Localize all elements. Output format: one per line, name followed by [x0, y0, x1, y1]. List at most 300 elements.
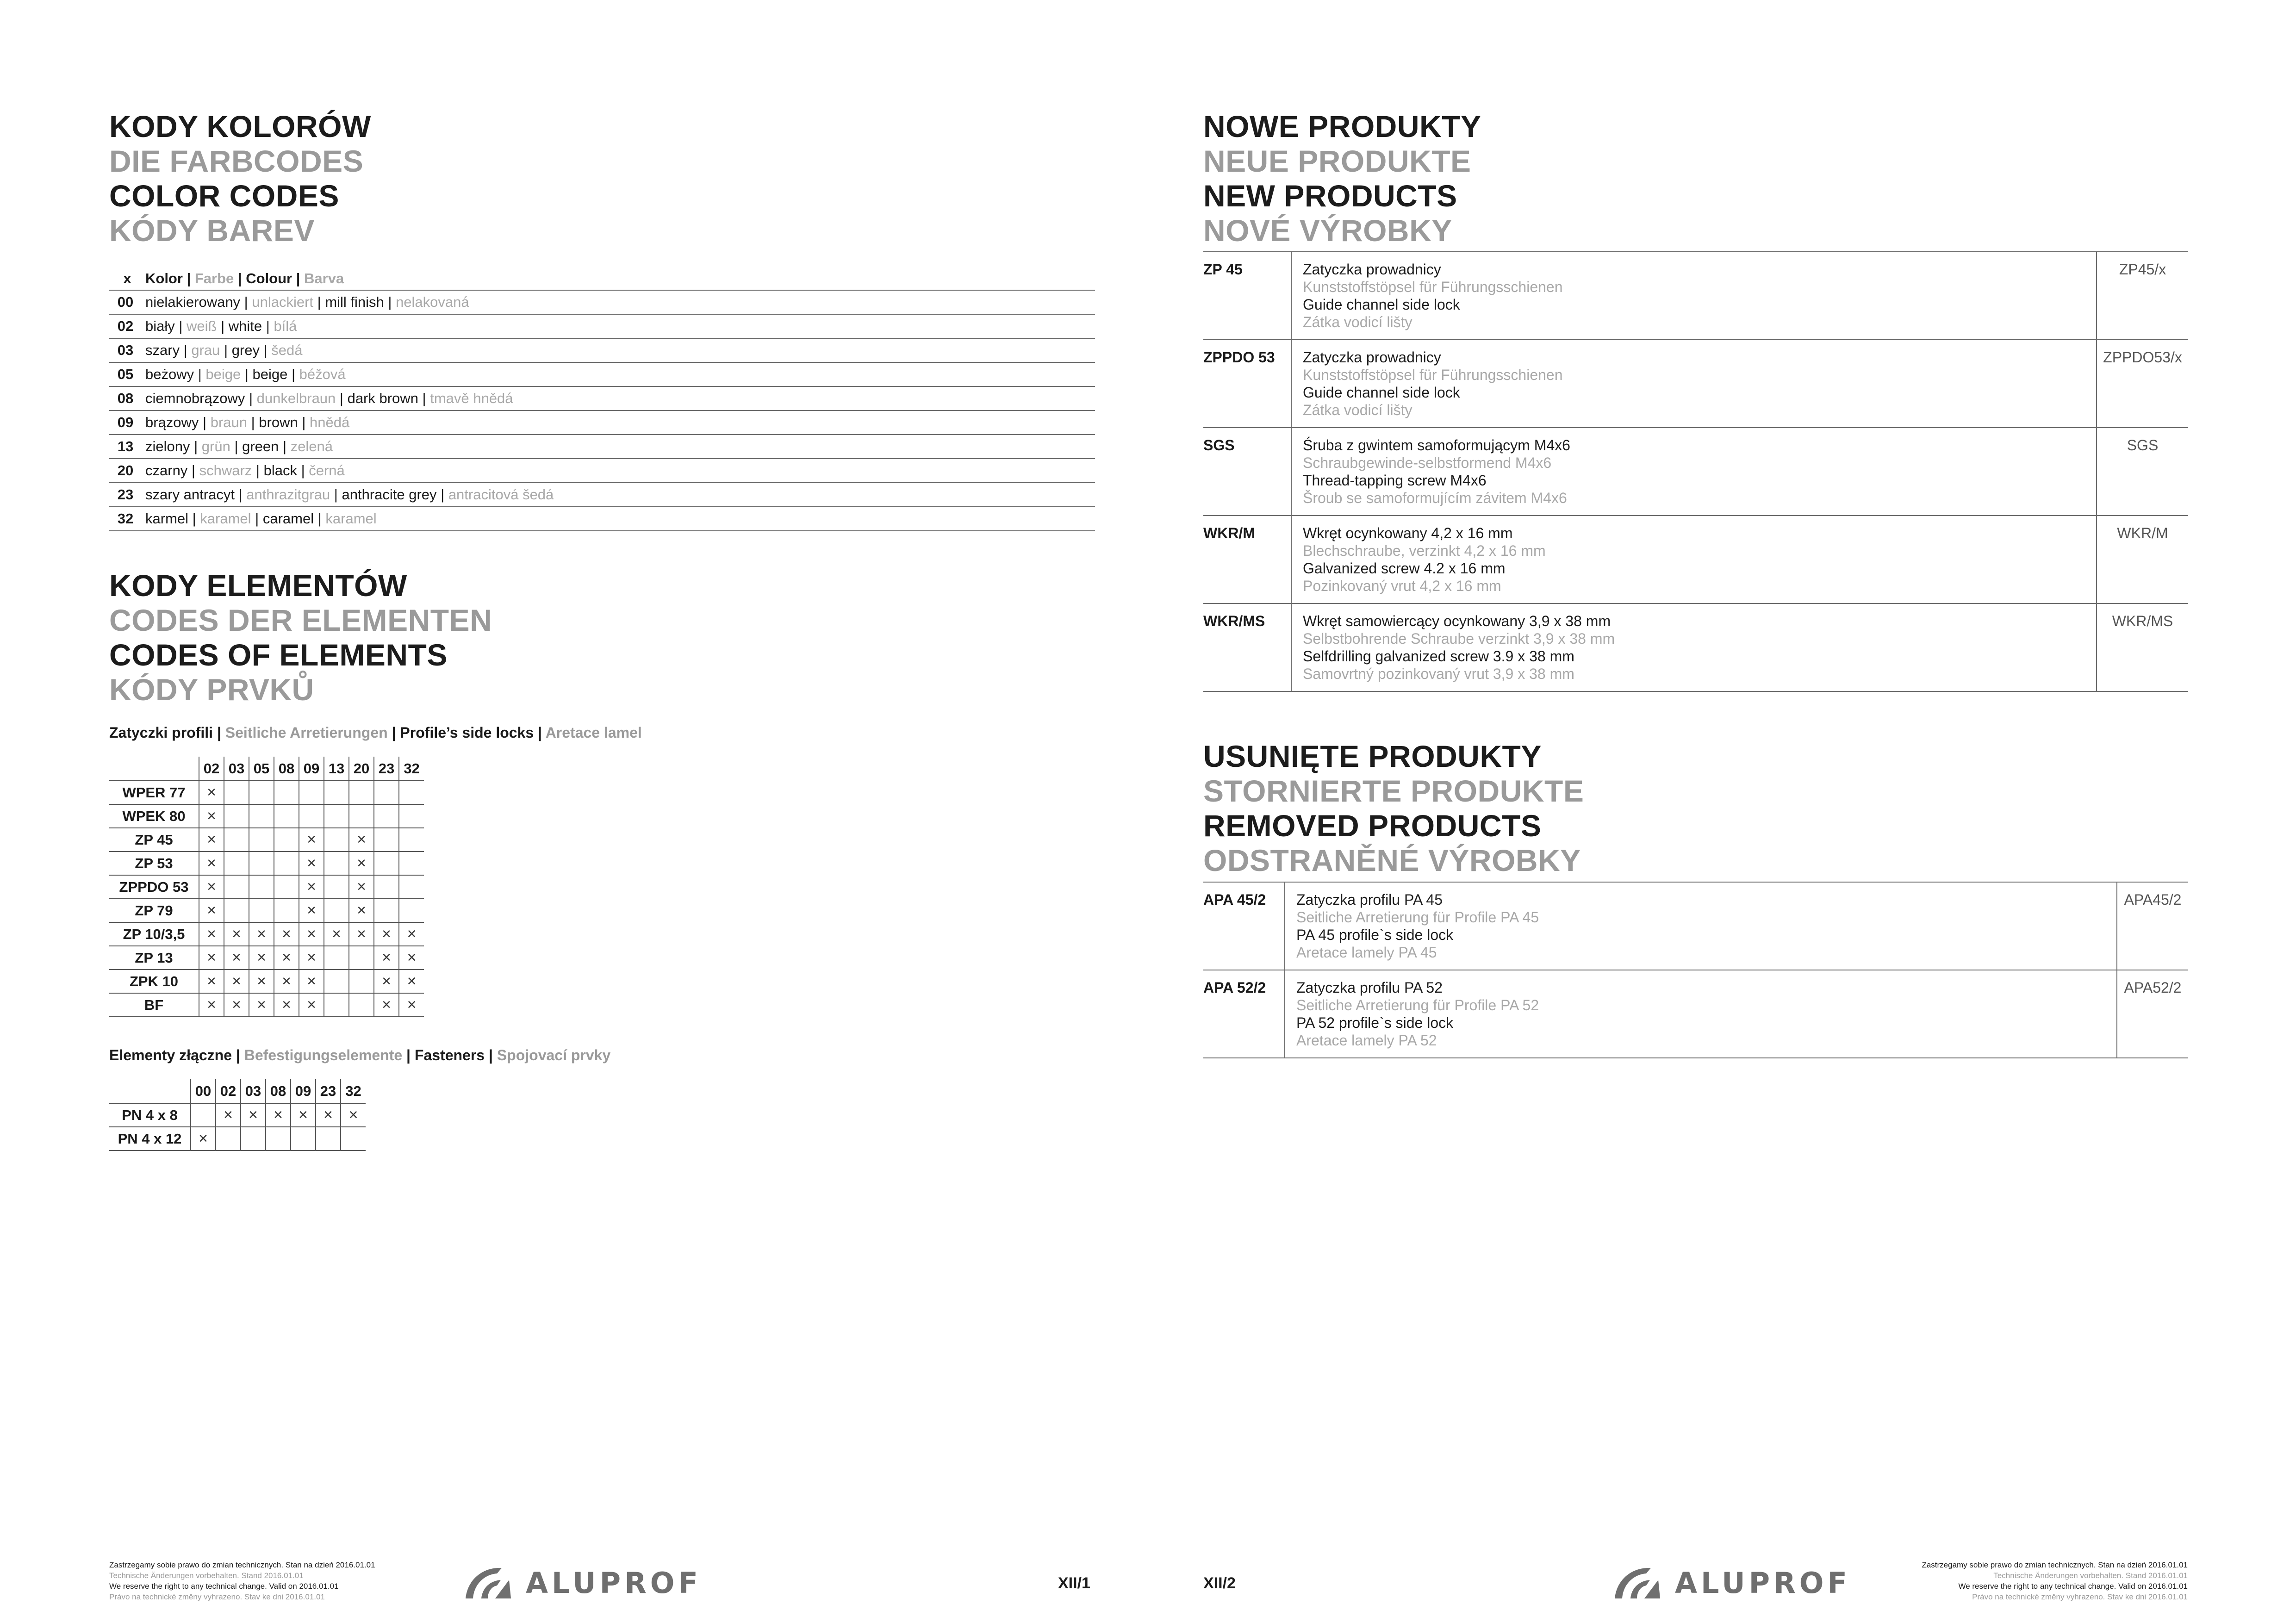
grid-cell — [249, 899, 274, 922]
grid-row — [109, 970, 424, 993]
availability-mark: × — [282, 972, 291, 990]
grid-row-label: ZPPDO 53 — [109, 875, 199, 899]
grid-cell — [199, 828, 224, 852]
header-de: Farbe — [194, 270, 234, 286]
grid-cell — [199, 922, 224, 946]
name-en: mill finish — [325, 294, 384, 310]
grid-row-label: ZP 79 — [109, 899, 199, 922]
heading-de: DIE FARBCODES — [109, 144, 364, 178]
grid-column-header: 00 — [191, 1079, 216, 1103]
desc-cz: Aretace lamely PA 45 — [1296, 944, 1437, 961]
heading-en: NEW PRODUCTS — [1203, 179, 1457, 213]
logo-text: ALUPROF — [1675, 1566, 1851, 1600]
desc-de: Kunststoffstöpsel für Führungsschienen — [1303, 279, 1563, 295]
name-cz: karamel — [325, 510, 377, 527]
heading-cz: NOVÉ VÝROBKY — [1203, 213, 1452, 248]
grid-header-row — [109, 757, 424, 781]
grid-cell — [274, 922, 299, 946]
product-row — [1203, 340, 2188, 428]
grid-header-row — [109, 1079, 366, 1103]
availability-mark: × — [357, 854, 366, 872]
grid-cell — [374, 852, 399, 875]
availability-mark: × — [207, 831, 216, 848]
grid-cell — [399, 899, 424, 922]
heading-pl: USUNIĘTE PRODUKTY — [1203, 739, 1542, 773]
grid-cell — [274, 852, 299, 875]
availability-mark: × — [207, 902, 216, 919]
product-row — [1203, 252, 2188, 340]
grid-cell — [399, 828, 424, 852]
grid-row — [109, 1103, 366, 1127]
availability-mark: × — [307, 902, 316, 919]
availability-mark: × — [207, 972, 216, 990]
availability-mark: × — [357, 902, 366, 919]
name-de: weiß — [187, 318, 217, 334]
desc-de: Seitliche Arretierung für Profile PA 45 — [1296, 909, 1539, 926]
color-table-header — [109, 267, 1095, 290]
name-pl: beżowy — [145, 366, 194, 382]
color-code: 20 — [109, 459, 142, 483]
grid-row-label: ZP 53 — [109, 852, 199, 875]
grid-column-header: 23 — [374, 757, 399, 781]
grid-column-header: 02 — [216, 1079, 241, 1103]
availability-mark: × — [257, 925, 266, 943]
grid-cell — [224, 781, 249, 804]
grid-row — [109, 1127, 366, 1150]
grid-cell — [299, 781, 324, 804]
desc-en: PA 52 profile`s side lock — [1296, 1014, 1454, 1031]
color-names: karmel | karamel | caramel | karamel — [142, 507, 1095, 531]
availability-mark: × — [382, 949, 391, 966]
desc-pl: Zatyczka profilu PA 45 — [1296, 891, 1443, 908]
availability-mark: × — [282, 925, 291, 943]
grid-cell — [249, 922, 274, 946]
color-row — [109, 386, 1095, 410]
availability-mark: × — [199, 1130, 208, 1147]
availability-mark: × — [332, 925, 341, 943]
grid-cell — [274, 970, 299, 993]
availability-mark: × — [232, 949, 241, 966]
product-reference: ZPPDO53/x — [2097, 340, 2188, 428]
availability-mark: × — [207, 878, 216, 895]
name-de: beige — [205, 366, 241, 382]
grid-row — [109, 852, 424, 875]
color-row — [109, 507, 1095, 531]
disclaimer — [1922, 1560, 2188, 1602]
desc-de: Seitliche Arretierung für Profile PA 52 — [1296, 997, 1539, 1014]
grid-cell — [224, 852, 249, 875]
grid-cell — [399, 804, 424, 828]
grid-cell — [191, 1103, 216, 1127]
element-codes-heading — [109, 568, 492, 707]
product-reference: SGS — [2097, 428, 2188, 516]
availability-mark: × — [307, 925, 316, 943]
heading-en: CODES OF ELEMENTS — [109, 638, 448, 672]
grid-column-header: 23 — [316, 1079, 341, 1103]
color-codes-heading — [109, 109, 371, 248]
page-number: XII/1 — [1058, 1574, 1090, 1592]
grid-cell — [349, 946, 374, 970]
grid-cell — [324, 946, 349, 970]
grid-cell — [249, 946, 274, 970]
grid-cell — [299, 946, 324, 970]
availability-mark: × — [407, 996, 417, 1014]
grid-cell — [399, 781, 424, 804]
label-cz: Aretace lamel — [545, 724, 642, 741]
grid-cell — [224, 993, 249, 1017]
grid-row — [109, 946, 424, 970]
grid-row-label: WPEK 80 — [109, 804, 199, 828]
grid-row — [109, 828, 424, 852]
grid-cell — [374, 993, 399, 1017]
header-languages: Kolor | Farbe | Colour | Barva — [145, 270, 344, 286]
availability-mark: × — [407, 972, 417, 990]
product-row — [1203, 970, 2188, 1058]
grid-cell — [374, 970, 399, 993]
availability-mark: × — [307, 831, 316, 848]
product-description — [1291, 252, 2097, 340]
product-code: ZPPDO 53 — [1203, 340, 1291, 428]
grid-cell — [199, 946, 224, 970]
name-en: green — [242, 438, 279, 454]
availability-mark: × — [307, 854, 316, 872]
availability-mark: × — [307, 878, 316, 895]
availability-mark: × — [207, 854, 216, 872]
label-de: Befestigungselemente — [244, 1047, 403, 1063]
removed-products-heading — [1203, 739, 1584, 878]
product-code: SGS — [1203, 428, 1291, 516]
name-de: grün — [201, 438, 230, 454]
availability-mark: × — [207, 996, 216, 1014]
name-cz: antracitová šedá — [448, 486, 554, 503]
color-names: beżowy | beige | beige | béžová — [142, 362, 1095, 386]
grid-cell — [324, 875, 349, 899]
name-pl: karmel — [145, 510, 189, 527]
header-pl: Kolor — [145, 270, 183, 286]
heading-pl: KODY ELEMENTÓW — [109, 568, 407, 603]
header-cz: Barva — [304, 270, 344, 286]
side-locks-label: Zatyczki profili | Seitliche Arretierungen | Profile’s side locks | Aretace lamel — [109, 724, 642, 741]
disclaimer-cz: Právo na technické změny vyhrazeno. Stav ke dni 2016.01.01 — [109, 1592, 325, 1601]
heading-pl: NOWE PRODUKTY — [1203, 109, 1481, 143]
product-row — [1203, 516, 2188, 603]
name-en: black — [263, 462, 297, 479]
color-code: 05 — [109, 362, 142, 386]
grid-cell — [324, 899, 349, 922]
grid-cell — [249, 970, 274, 993]
label-de: Seitliche Arretierungen — [225, 724, 388, 741]
name-pl: ciemnobrązowy — [145, 390, 245, 406]
grid-cell — [324, 852, 349, 875]
availability-mark: × — [357, 831, 366, 848]
color-code: 03 — [109, 338, 142, 362]
grid-row — [109, 875, 424, 899]
name-de: unlackiert — [252, 294, 314, 310]
name-de: schwarz — [199, 462, 252, 479]
grid-cell — [224, 804, 249, 828]
grid-cell — [199, 852, 224, 875]
desc-de: Schraubgewinde-selbstformend M4x6 — [1303, 454, 1552, 471]
availability-mark: × — [382, 925, 391, 943]
grid-column-header: 02 — [199, 757, 224, 781]
disclaimer-de: Technische Änderungen vorbehalten. Stand 2016.01.01 — [1993, 1571, 2188, 1580]
grid-corner — [109, 1079, 191, 1103]
name-pl: brązowy — [145, 414, 199, 430]
fasteners-grid — [109, 1079, 366, 1151]
product-row — [1203, 428, 2188, 516]
grid-cell — [216, 1103, 241, 1127]
name-en: caramel — [262, 510, 314, 527]
color-row — [109, 362, 1095, 386]
desc-de: Selbstbohrende Schraube verzinkt 3,9 x 38 mm — [1303, 630, 1615, 647]
grid-cell — [399, 852, 424, 875]
grid-row — [109, 922, 424, 946]
heading-en: REMOVED PRODUCTS — [1203, 808, 1542, 843]
grid-column-header: 09 — [291, 1079, 316, 1103]
grid-cell — [274, 828, 299, 852]
product-description — [1291, 516, 2097, 603]
grid-cell — [299, 993, 324, 1017]
name-pl: szary — [145, 342, 180, 358]
product-description — [1285, 882, 2117, 970]
disclaimer-en: We reserve the right to any technical change. Valid on 2016.01.01 — [109, 1582, 339, 1591]
desc-en: Thread-tapping screw M4x6 — [1303, 472, 1487, 489]
grid-cell — [266, 1103, 291, 1127]
grid-row-label: PN 4 x 12 — [109, 1127, 191, 1150]
availability-mark: × — [207, 807, 216, 825]
grid-column-header: 32 — [341, 1079, 366, 1103]
color-names: ciemnobrązowy | dunkelbraun | dark brown | tmavě hnědá — [142, 386, 1095, 410]
color-names: biały | weiß | white | bílá — [142, 314, 1095, 338]
grid-cell — [349, 875, 374, 899]
grid-cell — [249, 993, 274, 1017]
grid-cell — [249, 875, 274, 899]
side-locks-grid — [109, 757, 424, 1017]
availability-mark: × — [307, 972, 316, 990]
grid-cell — [349, 828, 374, 852]
grid-row — [109, 804, 424, 828]
grid-cell — [249, 781, 274, 804]
grid-cell — [349, 781, 374, 804]
grid-corner — [109, 757, 199, 781]
disclaimer-en: We reserve the right to any technical change. Valid on 2016.01.01 — [1958, 1582, 2188, 1591]
grid-cell — [291, 1103, 316, 1127]
desc-pl: Zatyczka prowadnicy — [1303, 349, 1441, 366]
product-code: WKR/M — [1203, 516, 1291, 603]
color-code: 09 — [109, 410, 142, 435]
product-row — [1203, 603, 2188, 691]
grid-cell — [324, 993, 349, 1017]
color-code: 02 — [109, 314, 142, 338]
name-de: karamel — [200, 510, 251, 527]
grid-column-header: 20 — [349, 757, 374, 781]
availability-mark: × — [257, 972, 266, 990]
grid-cell — [374, 899, 399, 922]
availability-mark: × — [407, 949, 417, 966]
desc-cz: Zátka vodicí lišty — [1303, 314, 1412, 330]
desc-pl: Śruba z gwintem samoformującym M4x6 — [1303, 437, 1570, 454]
grid-cell — [374, 922, 399, 946]
product-reference: ZP45/x — [2097, 252, 2188, 340]
grid-cell — [199, 804, 224, 828]
grid-cell — [349, 804, 374, 828]
grid-cell — [224, 970, 249, 993]
heading-en: COLOR CODES — [109, 179, 339, 213]
availability-mark: × — [249, 1106, 258, 1124]
grid-cell — [241, 1127, 266, 1150]
color-codes-table — [109, 267, 1095, 531]
availability-mark: × — [382, 996, 391, 1014]
grid-row — [109, 993, 424, 1017]
grid-cell — [291, 1127, 316, 1150]
grid-cell — [249, 852, 274, 875]
grid-cell — [374, 781, 399, 804]
grid-cell — [349, 852, 374, 875]
desc-en: Guide channel side lock — [1303, 384, 1460, 401]
name-cz: šedá — [271, 342, 303, 358]
grid-cell — [349, 970, 374, 993]
color-names: czarny | schwarz | black | černá — [142, 459, 1095, 483]
grid-cell — [399, 946, 424, 970]
grid-cell — [249, 804, 274, 828]
new-products-heading — [1203, 109, 1481, 248]
grid-cell — [399, 993, 424, 1017]
grid-cell — [299, 875, 324, 899]
heading-de: CODES DER ELEMENTEN — [109, 603, 492, 637]
name-en: white — [228, 318, 262, 334]
grid-column-header: 03 — [241, 1079, 266, 1103]
grid-cell — [349, 922, 374, 946]
grid-cell — [324, 804, 349, 828]
name-pl: zielony — [145, 438, 190, 454]
name-pl: szary antracyt — [145, 486, 235, 503]
color-row — [109, 435, 1095, 459]
grid-cell — [399, 922, 424, 946]
product-code: APA 52/2 — [1203, 970, 1285, 1058]
disclaimer-de: Technische Änderungen vorbehalten. Stand 2016.01.01 — [109, 1571, 304, 1580]
grid-cell — [299, 852, 324, 875]
grid-cell — [274, 993, 299, 1017]
product-row — [1203, 882, 2188, 970]
disclaimer-pl: Zastrzegamy sobie prawo do zmian technicznych. Stan na dzień 2016.01.01 — [109, 1561, 375, 1569]
grid-cell — [274, 875, 299, 899]
name-cz: tmavě hnědá — [430, 390, 513, 406]
grid-cell — [299, 804, 324, 828]
desc-pl: Wkręt samowiercący ocynkowany 3,9 x 38 mm — [1303, 613, 1611, 629]
grid-cell — [224, 922, 249, 946]
name-cz: bílá — [274, 318, 297, 334]
color-code: 32 — [109, 507, 142, 531]
name-pl: czarny — [145, 462, 188, 479]
removed-products-table — [1203, 882, 2188, 1058]
grid-cell — [274, 781, 299, 804]
new-products-table — [1203, 251, 2188, 692]
desc-en: Guide channel side lock — [1303, 296, 1460, 313]
name-de: braun — [210, 414, 248, 430]
grid-cell — [224, 946, 249, 970]
grid-column-header: 13 — [324, 757, 349, 781]
desc-cz: Zátka vodicí lišty — [1303, 402, 1412, 418]
header-code: x — [123, 270, 131, 286]
label-cz: Spojovací prvky — [497, 1047, 611, 1063]
grid-cell — [374, 828, 399, 852]
grid-column-header: 32 — [399, 757, 424, 781]
page-number: XII/2 — [1203, 1574, 1236, 1592]
grid-cell — [274, 899, 299, 922]
grid-cell — [341, 1127, 366, 1150]
grid-cell — [274, 946, 299, 970]
grid-cell — [374, 804, 399, 828]
color-names: szary | grau | grey | šedá — [142, 338, 1095, 362]
grid-row-label: ZP 45 — [109, 828, 199, 852]
availability-mark: × — [357, 878, 366, 895]
grid-column-header: 03 — [224, 757, 249, 781]
name-cz: hnědá — [310, 414, 350, 430]
color-code: 08 — [109, 386, 142, 410]
color-table-body — [109, 290, 1095, 531]
availability-mark: × — [282, 996, 291, 1014]
color-row — [109, 459, 1095, 483]
heading-cz: ODSTRANĚNÉ VÝROBKY — [1203, 843, 1581, 877]
name-en: dark brown — [347, 390, 418, 406]
name-cz: zelená — [290, 438, 333, 454]
grid-cell — [299, 922, 324, 946]
grid-row-label: PN 4 x 8 — [109, 1103, 191, 1127]
color-row — [109, 314, 1095, 338]
availability-mark: × — [224, 1106, 233, 1124]
disclaimer — [109, 1560, 375, 1602]
desc-pl: Zatyczka profilu PA 52 — [1296, 979, 1443, 996]
grid-column-header: 08 — [266, 1079, 291, 1103]
logo-text: ALUPROF — [526, 1566, 702, 1600]
grid-column-header: 08 — [274, 757, 299, 781]
grid-cell — [199, 993, 224, 1017]
grid-cell — [191, 1127, 216, 1150]
grid-cell — [324, 970, 349, 993]
name-cz: béžová — [299, 366, 346, 382]
label-en: Profile’s side locks — [400, 724, 534, 741]
availability-mark: × — [207, 949, 216, 966]
name-en: beige — [252, 366, 288, 382]
product-code: WKR/MS — [1203, 603, 1291, 691]
grid-row-label: ZPK 10 — [109, 970, 199, 993]
availability-mark: × — [207, 784, 216, 801]
color-code: 13 — [109, 435, 142, 459]
grid-cell — [399, 970, 424, 993]
color-row — [109, 483, 1095, 507]
grid-cell — [349, 899, 374, 922]
availability-mark: × — [307, 996, 316, 1014]
availability-mark: × — [232, 925, 241, 943]
grid-cell — [299, 828, 324, 852]
color-code: 23 — [109, 483, 142, 507]
product-reference: WKR/MS — [2097, 603, 2188, 691]
grid-column-header: 09 — [299, 757, 324, 781]
name-en: brown — [259, 414, 298, 430]
heading-de: NEUE PRODUKTE — [1203, 144, 1471, 178]
product-code: APA 45/2 — [1203, 882, 1285, 970]
availability-mark: × — [232, 996, 241, 1014]
color-row — [109, 290, 1095, 314]
desc-cz: Aretace lamely PA 52 — [1296, 1032, 1437, 1049]
desc-pl: Zatyczka prowadnicy — [1303, 261, 1441, 278]
grid-cell — [349, 993, 374, 1017]
desc-en: Selfdrilling galvanized screw 3.9 x 38 mm — [1303, 648, 1574, 665]
fasteners-label: Elementy złączne | Befestigungselemente | Fasteners | Spojovací prvky — [109, 1047, 611, 1063]
availability-mark: × — [299, 1106, 308, 1124]
availability-mark: × — [348, 1106, 358, 1124]
product-description — [1291, 603, 2097, 691]
